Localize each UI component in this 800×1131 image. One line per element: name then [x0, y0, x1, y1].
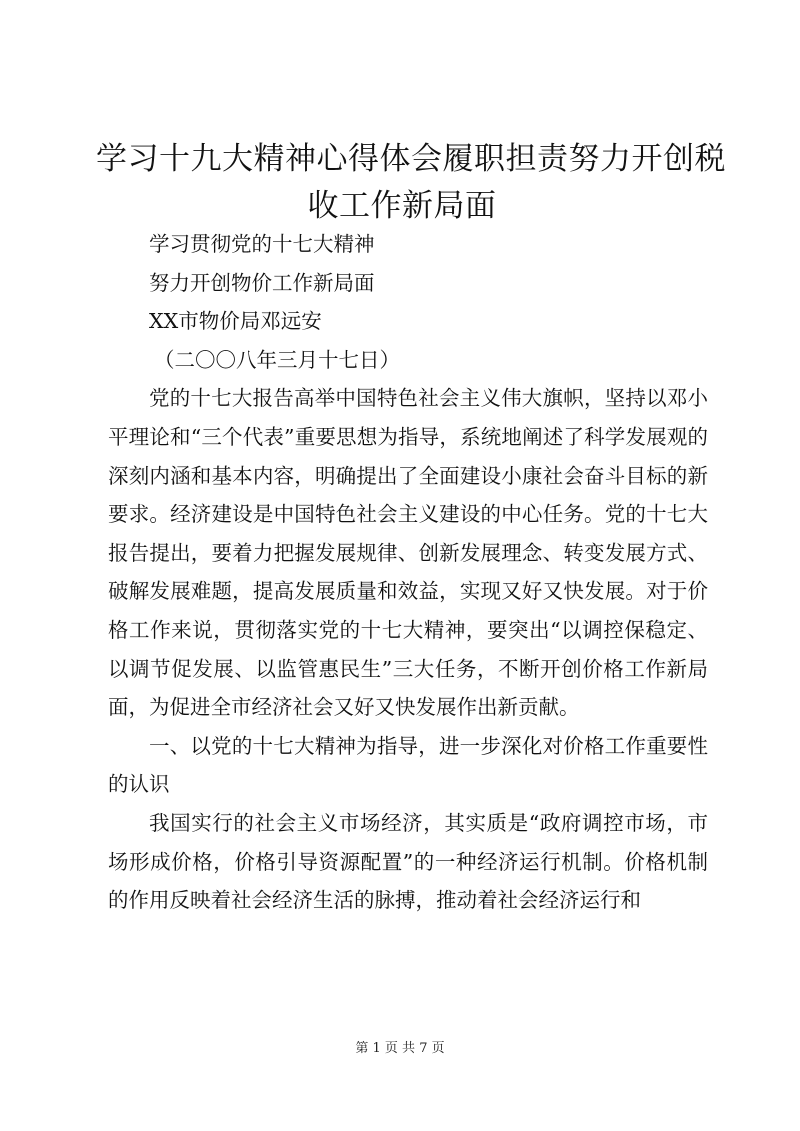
subtitle-2: 努力开创物价工作新局面: [149, 270, 375, 295]
author-line: XX市物价局邓远安: [149, 309, 322, 334]
paragraph-market-economy: 我国实行的社会主义市场经济，其实质是“政府调控市场，市场形成价格，价格引导资源配置”的一种经济运行机制。价格机制的作用反映着社会经济生活的脉搏，推动着社会经济运行和: [108, 810, 708, 913]
document-body: [108, 225, 708, 920]
date-line: （二〇〇八年三月十七日）: [154, 347, 400, 372]
subtitle-1: 学习贯彻党的十七大精神: [149, 232, 375, 256]
section-heading-1: 一、以党的十七大精神为指导，进一步深化对价格工作重要性的认识: [108, 733, 708, 797]
page-footer: 第 1 页 共 7 页: [355, 1041, 445, 1056]
title-line-1: 学习十九大精神心得体会履职担责努力开创税: [96, 141, 726, 177]
title-line-2: 收工作新局面: [307, 188, 497, 224]
document-title: [96, 136, 726, 230]
paragraph-intro: 党的十七大报告高举中国特色社会主义伟大旗帜，坚持以邓小平理论和“三个代表”重要思想为指导，系统地阐述了科学发展观的深刻内涵和基本内容，明确提出了全面建设小康社会奋斗目标的新要求。经济建设是中国特色社会主义建设的中心任务。党的十七大报告提出，要着力把握发展规律、创新发展理念、转变发展方式、破解发展难题，提高发展质量和效益，实现又好又快发展。对于价格工作来说，贯彻落实党的十七大精神，要突出“以调控保稳定、以调节促发展、以监管惠民生”三大任务，不断开创价格工作新局面，为促进全市经济社会又好又快发展作出新贡献。: [108, 386, 708, 720]
